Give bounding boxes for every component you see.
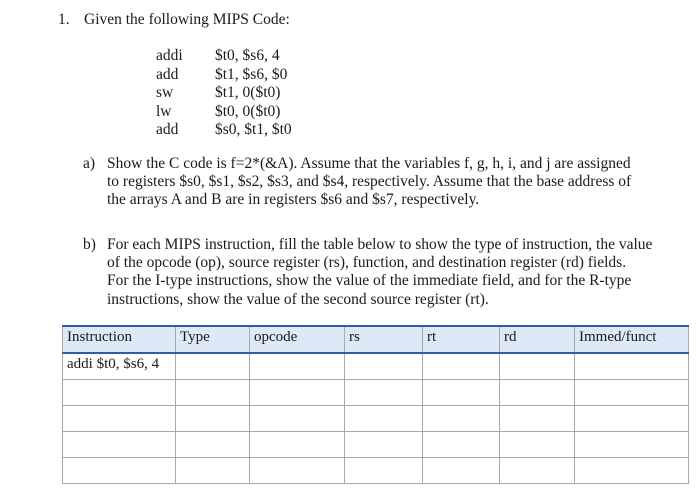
part-b-line: of the opcode (op), source register (rs), function, and destination register (rd) fields. <box>107 254 627 272</box>
table-cell[interactable] <box>250 406 345 432</box>
table-cell[interactable] <box>575 353 689 380</box>
table-cell[interactable] <box>423 406 500 432</box>
table-cell[interactable] <box>575 432 689 458</box>
question-title: Given the following MIPS Code: <box>84 11 290 28</box>
table-cell[interactable] <box>176 458 250 484</box>
table-row <box>63 406 689 432</box>
table-cell[interactable] <box>423 458 500 484</box>
part-a-line: the arrays A and B are in registers $s6 and $s7, respectively. <box>107 191 480 209</box>
part-a-line: Show the C code is f=2*(&A). Assume that the variables f, g, h, i, and j are assigned <box>107 155 631 172</box>
code-opcode: add <box>156 65 179 83</box>
table-cell[interactable] <box>176 353 250 380</box>
header-immed-funct: Immed/funct <box>575 326 689 353</box>
header-rs: rs <box>345 326 423 353</box>
header-rd: rd <box>500 326 575 353</box>
mips-fields-table <box>62 325 689 484</box>
code-opcode: sw <box>156 84 174 102</box>
code-line <box>156 84 292 103</box>
table-cell[interactable] <box>500 406 575 432</box>
table-cell[interactable] <box>176 380 250 406</box>
code-opcode: add <box>156 121 179 139</box>
table-cell[interactable] <box>63 406 176 432</box>
table-cell[interactable] <box>500 432 575 458</box>
header-opcode: opcode <box>250 326 345 353</box>
part-a-label: a) <box>83 155 96 172</box>
code-opcode: lw <box>156 102 172 120</box>
table-cell[interactable] <box>345 432 423 458</box>
part-a-line: to registers $s0, $s1, $s2, $s3, and $s4, respectively. Assume that the base address of <box>107 173 632 191</box>
table-row <box>63 458 689 484</box>
code-args: $t0, $s6, 4 <box>215 47 280 64</box>
mips-code-block <box>156 47 292 140</box>
table-cell[interactable] <box>63 432 176 458</box>
table-cell[interactable] <box>500 353 575 380</box>
table-cell[interactable] <box>345 406 423 432</box>
table-cell[interactable] <box>250 380 345 406</box>
part-b-line: instructions, show the value of the second source register (rt). <box>107 290 489 308</box>
table-row <box>63 353 689 380</box>
header-type: Type <box>176 326 250 353</box>
code-args: $t1, $s6, $0 <box>215 65 288 83</box>
table-cell[interactable] <box>250 458 345 484</box>
table-cell[interactable] <box>63 458 176 484</box>
table-row <box>63 432 689 458</box>
table-cell[interactable] <box>345 353 423 380</box>
table-cell[interactable]: addi $t0, $s6, 4 <box>63 353 176 380</box>
table-header-row <box>63 326 689 353</box>
table-cell[interactable] <box>575 458 689 484</box>
part-b-text <box>107 236 652 309</box>
table-cell[interactable] <box>63 380 176 406</box>
table-cell[interactable] <box>176 432 250 458</box>
table-cell[interactable] <box>423 432 500 458</box>
part-b-line: For the I-type instructions, show the value of the immediate field, and for the R-type <box>107 272 632 290</box>
table-cell[interactable] <box>345 458 423 484</box>
table-cell[interactable] <box>250 353 345 380</box>
code-args: $t1, 0($t0) <box>215 84 281 102</box>
header-instruction: Instruction <box>63 326 176 353</box>
table-cell[interactable] <box>500 458 575 484</box>
table-cell[interactable] <box>575 406 689 432</box>
table-row <box>63 380 689 406</box>
table-cell[interactable] <box>250 432 345 458</box>
part-a-text <box>107 155 631 210</box>
code-line <box>156 47 292 66</box>
code-line <box>156 121 292 140</box>
part-b-label: b) <box>83 236 96 253</box>
code-args: $s0, $t1, $t0 <box>215 121 292 139</box>
table-cell[interactable] <box>575 380 689 406</box>
table-cell[interactable] <box>345 380 423 406</box>
table-cell[interactable] <box>176 406 250 432</box>
part-b-line: For each MIPS instruction, fill the table below to show the type of instruction, the value <box>107 236 653 253</box>
header-rt: rt <box>423 326 500 353</box>
table-cell[interactable] <box>423 353 500 380</box>
code-line <box>156 66 292 85</box>
code-opcode: addi <box>156 47 183 64</box>
question-number: 1. <box>58 11 70 28</box>
table-cell[interactable] <box>423 380 500 406</box>
code-line <box>156 103 292 122</box>
code-args: $t0, 0($t0) <box>215 102 281 120</box>
table-cell[interactable] <box>500 380 575 406</box>
